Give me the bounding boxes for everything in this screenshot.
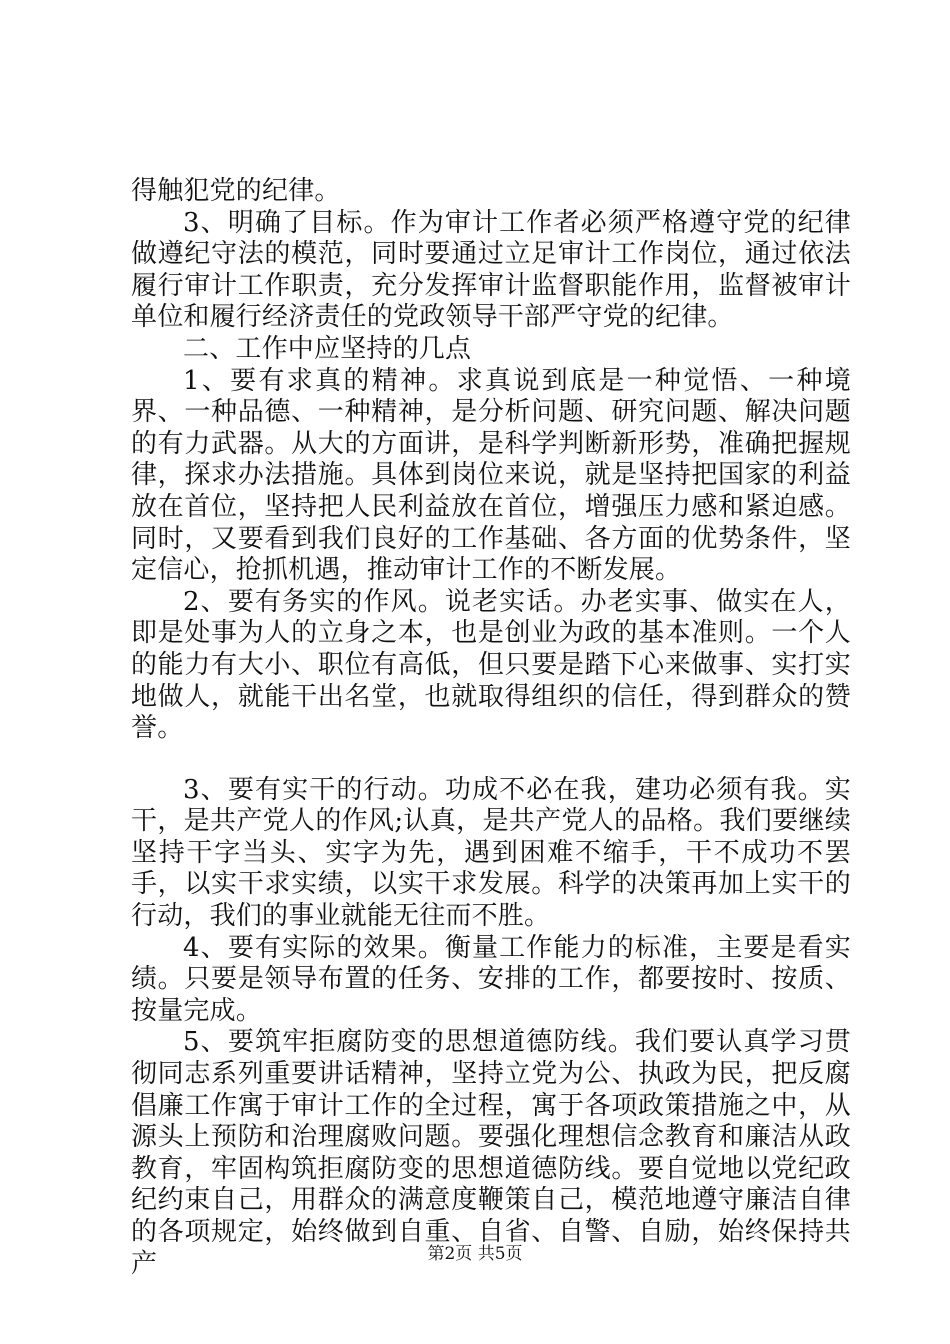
paragraph-point-3: 3、要有实干的行动。功成不必在我，建功必须有我。实干，是共产党人的作风;认真，是共产党人的品格。我们要继续坚持干字当头、实字为先，遇到困难不缩手，干不成功不罢手，以实干求实绩，以实干求发展。科学的决策再加上实干的行动，我们的事业就能无往而不胜。 xyxy=(131,774,851,932)
page-footer: 第2页 共5页 xyxy=(427,1244,523,1264)
paragraph-point-3-goal: 3、明确了目标。作为审计工作者必须严格遵守党的纪律做遵纪守法的模范，同时要通过立足审计工作岗位，通过依法履行审计工作职责，充分发挥审计监督职能作用，监督被审计单位和履行经济责任的党政领导干部严守党的纪律。 xyxy=(131,207,851,333)
paragraph-point-4: 4、要有实际的效果。衡量工作能力的标准，主要是看实绩。只要是领导布置的任务、安排的工作，都要按时、按质、按量完成。 xyxy=(131,932,851,1026)
paragraph-point-1: 1、要有求真的精神。求真说到底是一种觉悟、一种境界、一种品德、一种精神，是分析问题、研究问题、解决问题的有力武器。从大的方面讲，是科学判断新形势，准确把握规律，探求办法措施。具体到岗位来说，就是坚持把国家的利益放在首位，坚持把人民利益放在首位，增强压力感和紧迫感。同时，又要看到我们良好的工作基础、各方面的优势条件，坚定信心，抢抓机遇，推动审计工作的不断发展。 xyxy=(131,365,851,586)
section-heading: 二、工作中应坚持的几点 xyxy=(183,333,472,364)
paragraph-point-2: 2、要有务实的作风。说老实话。办老实事、做实在人，即是处事为人的立身之本，也是创业为政的基本准则。一个人的能力有大小、职位有高低，但只要是踏下心来做事、实打实地做人，就能干出名堂，也就取得组织的信任，得到群众的赞誉。 xyxy=(131,586,851,744)
document-body xyxy=(131,176,851,1280)
paragraph-point-5: 5、要筑牢拒腐防变的思想道德防线。我们要认真学习贯彻同志系列重要讲话精神，坚持立党为公、执政为民，把反腐倡廉工作寓于审计工作的全过程，寓于各项政策措施之中，从源头上预防和治理腐败问题。要强化理想信念教育和廉洁从政教育，牢固构筑拒腐防变的思想道德防线。要自觉地以党纪政纪约束自己，用群众的满意度鞭策自己，模范地遵守廉洁自律的各项规定，始终做到自重、自省、自警、自励，始终保持共产 xyxy=(131,1027,851,1279)
paragraph-continuation: 得触犯党的纪律。 xyxy=(131,176,341,206)
